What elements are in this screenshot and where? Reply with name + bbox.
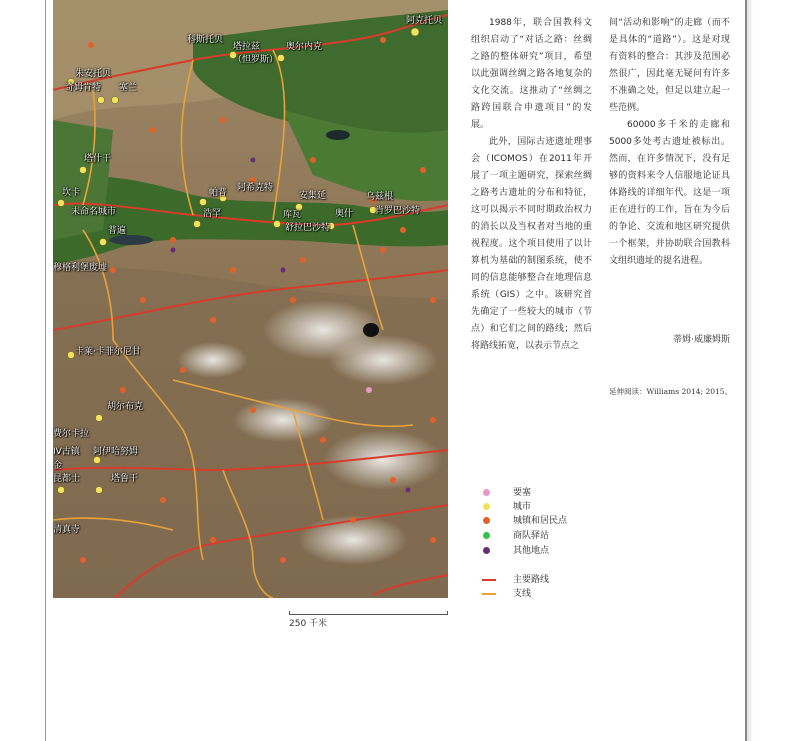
purple-dot-icon [483, 547, 490, 554]
page-shadow [747, 0, 753, 741]
map-label: 穆格利堡废墟 [53, 263, 108, 273]
author-signature: 蒂姆·威廉姆斯 [673, 335, 730, 345]
map-label: 塔鲁干 [111, 474, 139, 484]
map-label: 未命名城市 [71, 207, 117, 217]
map-label: 安集延 [299, 191, 327, 201]
map-label: 费尔卡拉 [53, 429, 90, 439]
legend-item-fortress [483, 486, 603, 500]
map-label: 塞兰 [119, 83, 138, 93]
legend-item-other [483, 544, 603, 558]
legend-item-branch-route [483, 587, 603, 601]
legend-label: 城市 [513, 502, 532, 512]
map-label: 塔什干 [84, 154, 112, 164]
scale-label: 250 千米 [289, 619, 328, 629]
legend-label: 支线 [513, 589, 532, 599]
legend-label: 主要路线 [513, 575, 550, 585]
legend-item-city [483, 500, 603, 514]
scale-bar [289, 611, 448, 615]
legend-label: 城镇和居民点 [513, 516, 568, 526]
map-label: （怛罗斯） [233, 55, 279, 65]
paragraph: 间“活动和影响”的走廊（而不是具体的“道路”）。这是对现有资料的整合：其涉及范围必然很广，因此毫无疑问有许多不准确之处，但足以建立起一些范例。 [609, 18, 730, 113]
map-label: 奇姆肯特 [65, 83, 102, 93]
paragraph: 此外，国际古迹遗址理事会（ICOMOS）在2011年开展了一项主题研究，探索丝绸之路考古遗址的分布和特征，这可以揭示不同时期政治权力的消长以及当权者对当地的重视程度。这个项目使用了以计算机为基础的制图系统，使不同的信息能够整合在地理信息系统（GIS）之中。该研究首先确定了一些较大的城市（节点）和它们之间的路线；然后将路线拓宽，以表示节点之 [471, 137, 592, 351]
legend-item-town [483, 514, 603, 528]
map-label: IV古镇 [53, 447, 80, 457]
map-label: 浩罕 [203, 209, 222, 219]
map-label: 卡莱·卡菲尔尼甘 [75, 347, 141, 357]
map-label: 乌兹根 [366, 192, 394, 202]
text-column-2 [609, 15, 730, 270]
map-label: 朱安托贝 [75, 69, 112, 79]
map-label: 清真寺 [53, 525, 81, 535]
paragraph: 60000多千米的走廊和5000多处考古遗址被标出。然而，在许多情况下，没有足够的资料来令人信服地论证具体路线的详细年代。这是一项正在进行的工作，旨在为今后的争论、交流和地区研究提供一个框架，并协助联合国教科文组织遗址的提名进程。 [609, 120, 730, 266]
text-column-1 [471, 15, 592, 355]
map-label: 阿克托贝 [406, 16, 443, 26]
map-label: 普遍 [108, 226, 127, 236]
legend-item-caravanserai [483, 529, 603, 543]
map-label: 科斯托贝 [187, 35, 224, 45]
map-label: 库瓦 [283, 210, 302, 220]
map-label: 坎卡 [62, 188, 81, 198]
map-label: 舒拉巴沙特 [285, 223, 331, 233]
legend-label: 其他地点 [513, 546, 550, 556]
map-label: 金 [53, 461, 63, 471]
further-reading: 延伸阅读：Williams 2014; 2015。 [609, 387, 733, 396]
map-label: 帕普 [209, 188, 228, 198]
legend-label: 要塞 [513, 488, 532, 498]
legend-label: 商队驿站 [513, 531, 550, 541]
map-label: 胡尔布克 [107, 402, 144, 412]
map-terrain [53, 0, 448, 598]
map-label: 塔拉兹 [233, 42, 261, 52]
map-label: 阿伊哈努姆 [93, 447, 139, 457]
map-label: 昆都士 [53, 474, 81, 484]
orange-line-icon [482, 593, 496, 595]
page-left-edge [45, 0, 46, 741]
map-label: 阿希克特 [237, 183, 274, 193]
legend-item-main-route [483, 573, 603, 587]
yellow-dot-icon [483, 503, 490, 510]
green-dot-icon [483, 532, 490, 539]
map-label: 奥什 [335, 209, 354, 219]
pink-dot-icon [483, 489, 490, 496]
paragraph: 1988年，联合国教科文组织启动了“对话之路：丝绸之路的整体研究”项目，希望以此强调丝绸之路各地复杂的文化交流。这推动了“丝绸之路跨国联合申遗项目”的发展。 [471, 18, 592, 130]
map-label: 肖罗巴沙特 [375, 206, 421, 216]
orange-dot-icon [483, 517, 490, 524]
map-label: 奥尔内克 [286, 42, 323, 52]
red-line-icon [482, 579, 496, 581]
satellite-map [53, 0, 448, 598]
